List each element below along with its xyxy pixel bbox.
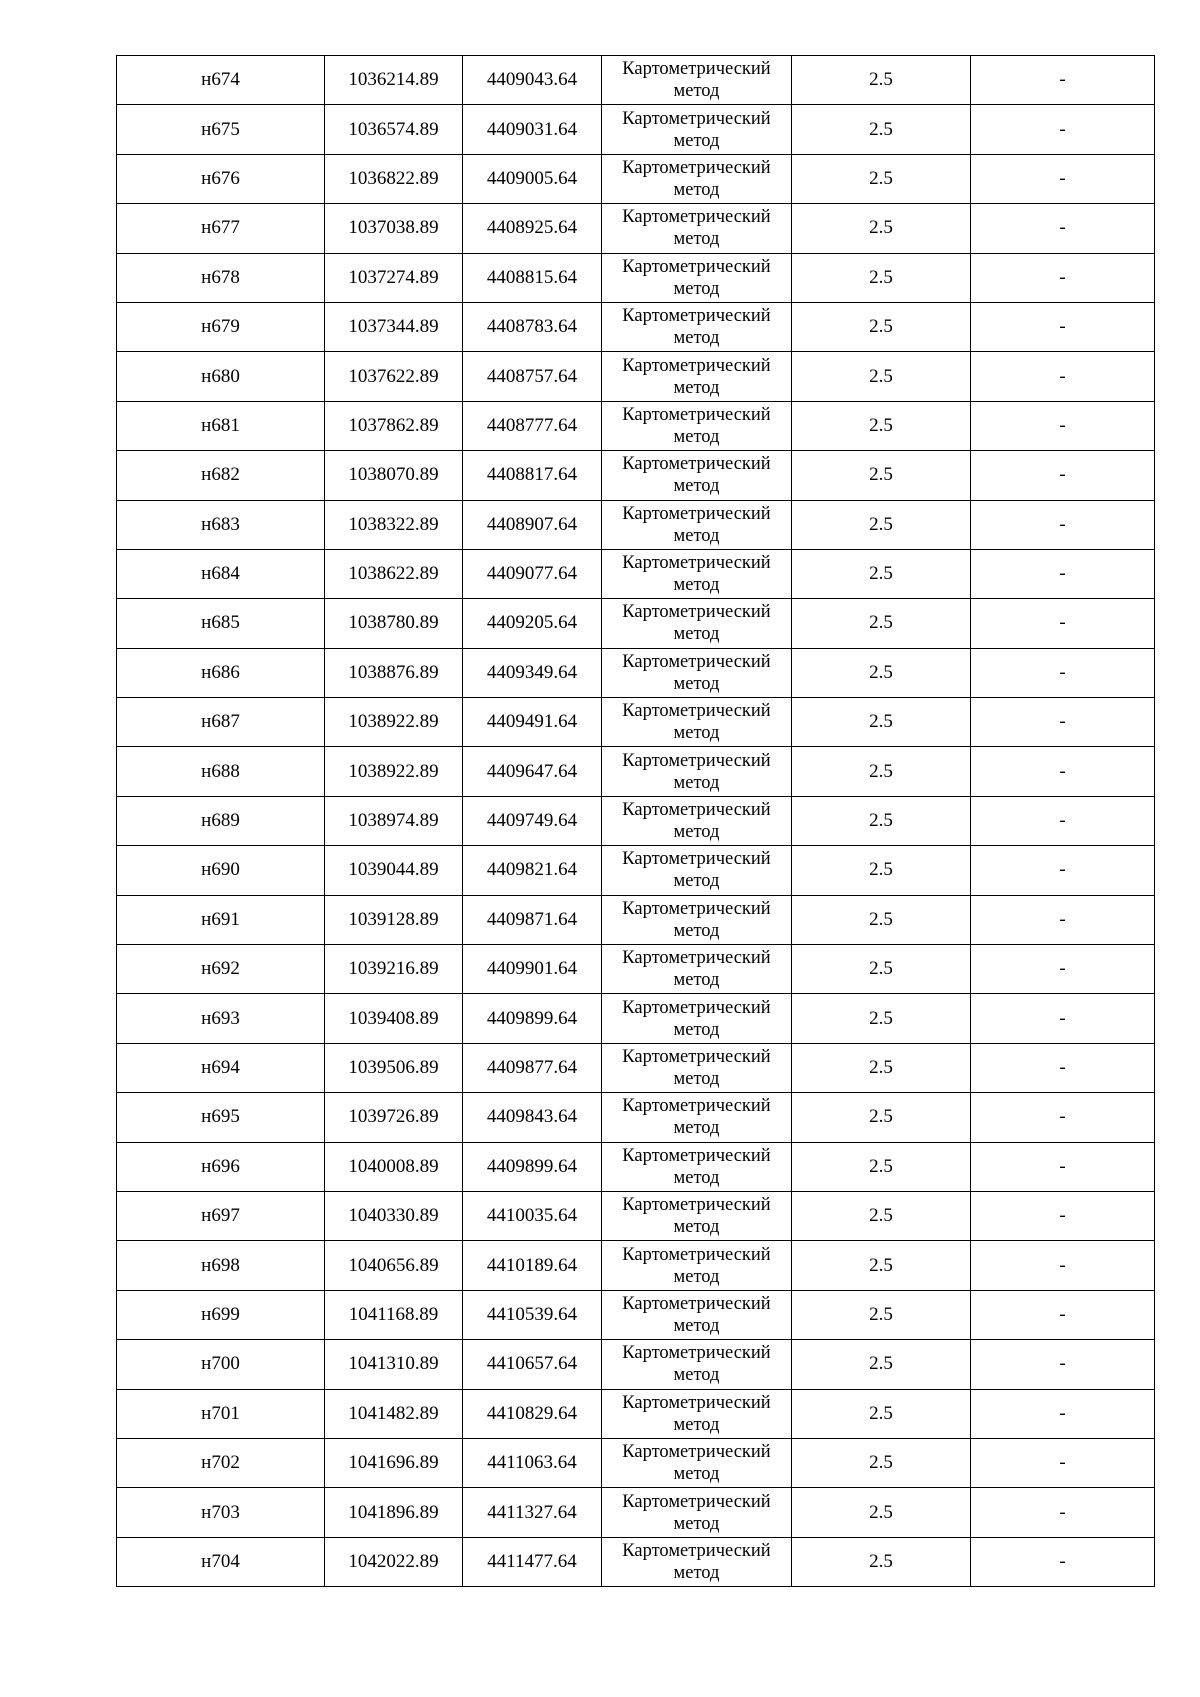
method-cell: Картометрический метод — [602, 846, 792, 895]
point-name-cell: н684 — [117, 549, 325, 598]
accuracy-cell: 2.5 — [792, 1191, 971, 1240]
x-coordinate-cell: 1039726.89 — [325, 1093, 463, 1142]
x-coordinate-cell: 1041168.89 — [325, 1290, 463, 1339]
table-row — [117, 1438, 1155, 1487]
table-row — [117, 1537, 1155, 1586]
accuracy-cell: 2.5 — [792, 204, 971, 253]
note-cell: - — [971, 204, 1155, 253]
table-row — [117, 451, 1155, 500]
point-name-cell: н692 — [117, 945, 325, 994]
y-coordinate-cell: 4409005.64 — [463, 154, 602, 203]
method-cell: Картометрический метод — [602, 500, 792, 549]
note-cell: - — [971, 1093, 1155, 1142]
y-coordinate-cell: 4409899.64 — [463, 1142, 602, 1191]
accuracy-cell: 2.5 — [792, 846, 971, 895]
accuracy-cell: 2.5 — [792, 154, 971, 203]
table-row — [117, 895, 1155, 944]
point-name-cell: н700 — [117, 1340, 325, 1389]
y-coordinate-cell: 4409349.64 — [463, 648, 602, 697]
point-name-cell: н704 — [117, 1537, 325, 1586]
point-name-cell: н679 — [117, 302, 325, 351]
accuracy-cell: 2.5 — [792, 105, 971, 154]
note-cell: - — [971, 1043, 1155, 1092]
table-row — [117, 1389, 1155, 1438]
table-row — [117, 599, 1155, 648]
note-cell: - — [971, 352, 1155, 401]
x-coordinate-cell: 1038622.89 — [325, 549, 463, 598]
x-coordinate-cell: 1040330.89 — [325, 1191, 463, 1240]
accuracy-cell: 2.5 — [792, 1142, 971, 1191]
y-coordinate-cell: 4408783.64 — [463, 302, 602, 351]
y-coordinate-cell: 4410035.64 — [463, 1191, 602, 1240]
table-row — [117, 1093, 1155, 1142]
y-coordinate-cell: 4408817.64 — [463, 451, 602, 500]
x-coordinate-cell: 1037622.89 — [325, 352, 463, 401]
y-coordinate-cell: 4409205.64 — [463, 599, 602, 648]
note-cell: - — [971, 1290, 1155, 1339]
point-name-cell: н693 — [117, 994, 325, 1043]
y-coordinate-cell: 4411327.64 — [463, 1488, 602, 1537]
table-row — [117, 1340, 1155, 1389]
method-cell: Картометрический метод — [602, 1438, 792, 1487]
x-coordinate-cell: 1037038.89 — [325, 204, 463, 253]
x-coordinate-cell: 1037274.89 — [325, 253, 463, 302]
method-cell: Картометрический метод — [602, 401, 792, 450]
table-row — [117, 945, 1155, 994]
method-cell: Картометрический метод — [602, 1389, 792, 1438]
note-cell: - — [971, 105, 1155, 154]
method-cell: Картометрический метод — [602, 352, 792, 401]
y-coordinate-cell: 4410829.64 — [463, 1389, 602, 1438]
coordinates-table — [116, 55, 1155, 1587]
accuracy-cell: 2.5 — [792, 401, 971, 450]
accuracy-cell: 2.5 — [792, 796, 971, 845]
table-row — [117, 56, 1155, 105]
note-cell: - — [971, 1438, 1155, 1487]
y-coordinate-cell: 4408815.64 — [463, 253, 602, 302]
x-coordinate-cell: 1038322.89 — [325, 500, 463, 549]
method-cell: Картометрический метод — [602, 1241, 792, 1290]
table-row — [117, 1290, 1155, 1339]
note-cell: - — [971, 1537, 1155, 1586]
table-row — [117, 401, 1155, 450]
method-cell: Картометрический метод — [602, 105, 792, 154]
accuracy-cell: 2.5 — [792, 1389, 971, 1438]
point-name-cell: н686 — [117, 648, 325, 697]
x-coordinate-cell: 1038974.89 — [325, 796, 463, 845]
accuracy-cell: 2.5 — [792, 945, 971, 994]
table-row — [117, 796, 1155, 845]
method-cell: Картометрический метод — [602, 1537, 792, 1586]
table-row — [117, 1043, 1155, 1092]
note-cell: - — [971, 698, 1155, 747]
note-cell: - — [971, 796, 1155, 845]
method-cell: Картометрический метод — [602, 648, 792, 697]
table-row — [117, 352, 1155, 401]
point-name-cell: н695 — [117, 1093, 325, 1142]
method-cell: Картометрический метод — [602, 796, 792, 845]
point-name-cell: н703 — [117, 1488, 325, 1537]
table-row — [117, 994, 1155, 1043]
method-cell: Картометрический метод — [602, 945, 792, 994]
y-coordinate-cell: 4409901.64 — [463, 945, 602, 994]
point-name-cell: н685 — [117, 599, 325, 648]
note-cell: - — [971, 549, 1155, 598]
accuracy-cell: 2.5 — [792, 500, 971, 549]
x-coordinate-cell: 1041482.89 — [325, 1389, 463, 1438]
note-cell: - — [971, 747, 1155, 796]
y-coordinate-cell: 4409871.64 — [463, 895, 602, 944]
note-cell: - — [971, 599, 1155, 648]
point-name-cell: н674 — [117, 56, 325, 105]
table-row — [117, 1488, 1155, 1537]
point-name-cell: н687 — [117, 698, 325, 747]
point-name-cell: н698 — [117, 1241, 325, 1290]
note-cell: - — [971, 994, 1155, 1043]
accuracy-cell: 2.5 — [792, 599, 971, 648]
accuracy-cell: 2.5 — [792, 549, 971, 598]
point-name-cell: н691 — [117, 895, 325, 944]
note-cell: - — [971, 1241, 1155, 1290]
point-name-cell: н688 — [117, 747, 325, 796]
note-cell: - — [971, 846, 1155, 895]
y-coordinate-cell: 4409821.64 — [463, 846, 602, 895]
note-cell: - — [971, 56, 1155, 105]
table-row — [117, 253, 1155, 302]
method-cell: Картометрический метод — [602, 1340, 792, 1389]
point-name-cell: н694 — [117, 1043, 325, 1092]
accuracy-cell: 2.5 — [792, 1043, 971, 1092]
point-name-cell: н699 — [117, 1290, 325, 1339]
method-cell: Картометрический метод — [602, 1142, 792, 1191]
method-cell: Картометрический метод — [602, 994, 792, 1043]
method-cell: Картометрический метод — [602, 1191, 792, 1240]
y-coordinate-cell: 4411063.64 — [463, 1438, 602, 1487]
y-coordinate-cell: 4409031.64 — [463, 105, 602, 154]
x-coordinate-cell: 1038876.89 — [325, 648, 463, 697]
x-coordinate-cell: 1041696.89 — [325, 1438, 463, 1487]
y-coordinate-cell: 4411477.64 — [463, 1537, 602, 1586]
x-coordinate-cell: 1037344.89 — [325, 302, 463, 351]
x-coordinate-cell: 1037862.89 — [325, 401, 463, 450]
accuracy-cell: 2.5 — [792, 56, 971, 105]
accuracy-cell: 2.5 — [792, 994, 971, 1043]
accuracy-cell: 2.5 — [792, 1290, 971, 1339]
y-coordinate-cell: 4409899.64 — [463, 994, 602, 1043]
table-row — [117, 1142, 1155, 1191]
note-cell: - — [971, 1142, 1155, 1191]
note-cell: - — [971, 302, 1155, 351]
accuracy-cell: 2.5 — [792, 352, 971, 401]
table-row — [117, 648, 1155, 697]
table-row — [117, 105, 1155, 154]
x-coordinate-cell: 1041310.89 — [325, 1340, 463, 1389]
note-cell: - — [971, 648, 1155, 697]
method-cell: Картометрический метод — [602, 895, 792, 944]
accuracy-cell: 2.5 — [792, 451, 971, 500]
note-cell: - — [971, 1488, 1155, 1537]
x-coordinate-cell: 1038780.89 — [325, 599, 463, 648]
x-coordinate-cell: 1040008.89 — [325, 1142, 463, 1191]
accuracy-cell: 2.5 — [792, 253, 971, 302]
point-name-cell: н696 — [117, 1142, 325, 1191]
method-cell: Картометрический метод — [602, 599, 792, 648]
point-name-cell: н678 — [117, 253, 325, 302]
method-cell: Картометрический метод — [602, 253, 792, 302]
point-name-cell: н682 — [117, 451, 325, 500]
x-coordinate-cell: 1036574.89 — [325, 105, 463, 154]
method-cell: Картометрический метод — [602, 747, 792, 796]
x-coordinate-cell: 1038922.89 — [325, 747, 463, 796]
accuracy-cell: 2.5 — [792, 648, 971, 697]
table-row — [117, 204, 1155, 253]
note-cell: - — [971, 1340, 1155, 1389]
note-cell: - — [971, 895, 1155, 944]
y-coordinate-cell: 4410189.64 — [463, 1241, 602, 1290]
method-cell: Картометрический метод — [602, 698, 792, 747]
point-name-cell: н677 — [117, 204, 325, 253]
x-coordinate-cell: 1039044.89 — [325, 846, 463, 895]
y-coordinate-cell: 4409843.64 — [463, 1093, 602, 1142]
method-cell: Картометрический метод — [602, 549, 792, 598]
accuracy-cell: 2.5 — [792, 302, 971, 351]
accuracy-cell: 2.5 — [792, 1438, 971, 1487]
x-coordinate-cell: 1038922.89 — [325, 698, 463, 747]
table-row — [117, 698, 1155, 747]
point-name-cell: н675 — [117, 105, 325, 154]
y-coordinate-cell: 4409749.64 — [463, 796, 602, 845]
y-coordinate-cell: 4410539.64 — [463, 1290, 602, 1339]
accuracy-cell: 2.5 — [792, 1537, 971, 1586]
x-coordinate-cell: 1036822.89 — [325, 154, 463, 203]
y-coordinate-cell: 4408925.64 — [463, 204, 602, 253]
accuracy-cell: 2.5 — [792, 1340, 971, 1389]
y-coordinate-cell: 4409077.64 — [463, 549, 602, 598]
y-coordinate-cell: 4409647.64 — [463, 747, 602, 796]
point-name-cell: н701 — [117, 1389, 325, 1438]
table-row — [117, 500, 1155, 549]
x-coordinate-cell: 1039408.89 — [325, 994, 463, 1043]
table-row — [117, 747, 1155, 796]
note-cell: - — [971, 401, 1155, 450]
point-name-cell: н680 — [117, 352, 325, 401]
accuracy-cell: 2.5 — [792, 1488, 971, 1537]
accuracy-cell: 2.5 — [792, 698, 971, 747]
method-cell: Картометрический метод — [602, 1043, 792, 1092]
note-cell: - — [971, 451, 1155, 500]
x-coordinate-cell: 1039128.89 — [325, 895, 463, 944]
y-coordinate-cell: 4409877.64 — [463, 1043, 602, 1092]
point-name-cell: н702 — [117, 1438, 325, 1487]
note-cell: - — [971, 1191, 1155, 1240]
y-coordinate-cell: 4408777.64 — [463, 401, 602, 450]
accuracy-cell: 2.5 — [792, 747, 971, 796]
table-row — [117, 1191, 1155, 1240]
method-cell: Картометрический метод — [602, 302, 792, 351]
method-cell: Картометрический метод — [602, 1488, 792, 1537]
method-cell: Картометрический метод — [602, 451, 792, 500]
y-coordinate-cell: 4410657.64 — [463, 1340, 602, 1389]
point-name-cell: н676 — [117, 154, 325, 203]
method-cell: Картометрический метод — [602, 154, 792, 203]
point-name-cell: н697 — [117, 1191, 325, 1240]
y-coordinate-cell: 4408757.64 — [463, 352, 602, 401]
x-coordinate-cell: 1039506.89 — [325, 1043, 463, 1092]
accuracy-cell: 2.5 — [792, 1093, 971, 1142]
table-row — [117, 549, 1155, 598]
note-cell: - — [971, 1389, 1155, 1438]
y-coordinate-cell: 4409043.64 — [463, 56, 602, 105]
method-cell: Картометрический метод — [602, 56, 792, 105]
note-cell: - — [971, 154, 1155, 203]
method-cell: Картометрический метод — [602, 1290, 792, 1339]
method-cell: Картометрический метод — [602, 204, 792, 253]
point-name-cell: н690 — [117, 846, 325, 895]
accuracy-cell: 2.5 — [792, 1241, 971, 1290]
table-row — [117, 154, 1155, 203]
note-cell: - — [971, 945, 1155, 994]
point-name-cell: н689 — [117, 796, 325, 845]
point-name-cell: н681 — [117, 401, 325, 450]
note-cell: - — [971, 500, 1155, 549]
point-name-cell: н683 — [117, 500, 325, 549]
y-coordinate-cell: 4409491.64 — [463, 698, 602, 747]
table-row — [117, 302, 1155, 351]
x-coordinate-cell: 1041896.89 — [325, 1488, 463, 1537]
accuracy-cell: 2.5 — [792, 895, 971, 944]
coordinates-table-body — [117, 56, 1155, 1587]
x-coordinate-cell: 1040656.89 — [325, 1241, 463, 1290]
x-coordinate-cell: 1036214.89 — [325, 56, 463, 105]
y-coordinate-cell: 4408907.64 — [463, 500, 602, 549]
x-coordinate-cell: 1042022.89 — [325, 1537, 463, 1586]
x-coordinate-cell: 1039216.89 — [325, 945, 463, 994]
method-cell: Картометрический метод — [602, 1093, 792, 1142]
table-row — [117, 1241, 1155, 1290]
x-coordinate-cell: 1038070.89 — [325, 451, 463, 500]
note-cell: - — [971, 253, 1155, 302]
table-row — [117, 846, 1155, 895]
